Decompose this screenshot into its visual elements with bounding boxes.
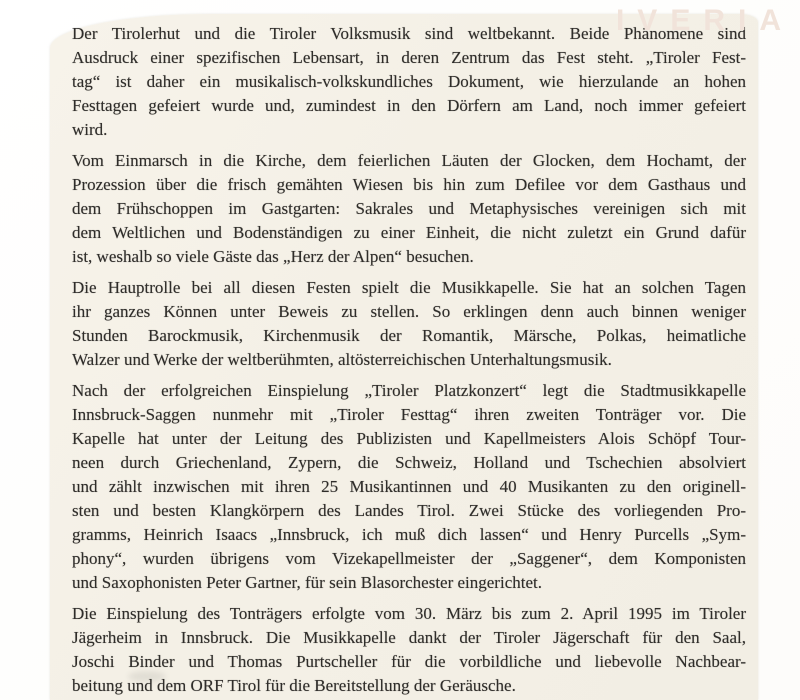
watermark-text: IVERIA <box>615 4 794 37</box>
text-line: Jägerheim in Innsbruck. Die Musikkapelle dankt der Tiroler Jägerschaft für den Saal, <box>72 628 746 647</box>
text-line: gramms, Heinrich Isaacs „Innsbruck, ich muß dich lassen“ und Henry Purcells „Sym- <box>72 525 746 544</box>
text-line: ist, weshalb so viele Gäste das „Herz der Alpen“ besuchen. <box>72 247 474 266</box>
text-line: Prozession über die frisch gemähten Wiesen bis hin zum Defilee vor dem Gasthaus und <box>72 175 746 194</box>
text-line: tag“ ist daher ein musikalisch-volkskundliches Dokument, wie hierzulande an hohen <box>72 72 746 91</box>
text-line: beitung und dem ORF Tirol für die Bereitstellung der Geräusche. <box>72 676 516 695</box>
text-line: neen durch Griechenland, Zypern, die Schweiz, Holland und Tschechien absolviert <box>72 453 746 472</box>
document-body <box>72 22 746 700</box>
paragraph <box>72 22 746 142</box>
text-line: sten und besten Klangkörpern des Landes Tirol. Zwei Stücke des vorliegenden Pro- <box>72 501 746 520</box>
text-line: Nach der erfolgreichen Einspielung „Tiroler Platzkonzert“ legt die Stadtmusikkapelle <box>72 381 746 400</box>
text-line: Die Einspielung des Tonträgers erfolgte vom 30. März bis zum 2. April 1995 im Tiroler <box>72 604 746 623</box>
text-line: phony“, wurden übrigens vom Vizekapellmeister der „Saggener“, dem Komponisten <box>72 549 746 568</box>
paragraph <box>72 149 746 269</box>
text-line: Kapelle hat unter der Leitung des Publizisten und Kapellmeisters Alois Schöpf Tour- <box>72 429 746 448</box>
text-line: Ausdruck einer spezifischen Lebensart, in deren Zentrum das Fest steht. „Tiroler Fest- <box>72 48 746 67</box>
text-line: dem Frühschoppen im Gastgarten: Sakrales und Metaphysisches vereinigen sich mit <box>72 199 746 218</box>
text-line: Die Hauptrolle bei all diesen Festen spielt die Musikkapelle. Sie hat an solchen Tagen <box>72 278 746 297</box>
text-line: Der Tirolerhut und die Tiroler Volksmusik sind weltbekannt. Beide Phänomene sind <box>72 24 746 43</box>
text-line: und Saxophonisten Peter Gartner, für sein Blasorchester eingerichtet. <box>72 573 542 592</box>
text-line: Stunden Barockmusik, Kirchenmusik der Romantik, Märsche, Polkas, heimatliche <box>72 326 746 345</box>
text-line: Walzer und Werke der weltberühmten, altösterreichischen Unterhaltungsmusik. <box>72 350 612 369</box>
text-line: Festtagen gefeiert wurde und, zumindest in den Dörfern am Land, noch immer gefeiert <box>72 96 746 115</box>
text-line: Innsbruck-Saggen nunmehr mit „Tiroler Festtag“ ihren zweiten Tonträger vor. Die <box>72 405 746 424</box>
text-line: wird. <box>72 120 108 139</box>
text-line: und zählt inzwischen mit ihren 25 Musikantinnen und 40 Musikanten zu den originell- <box>72 477 746 496</box>
text-line: Joschi Binder und Thomas Purtscheller für die vorbildliche und liebevolle Nachbear- <box>72 652 746 671</box>
paragraph <box>72 602 746 698</box>
text-line: dem Weltlichen und Bodenständigen zu einer Einheit, die nicht zuletzt ein Grund dafür <box>72 223 746 242</box>
paragraph <box>72 276 746 372</box>
text-line: ihr ganzes Können unter Beweis zu stellen. So erklingen denn auch binnen weniger <box>72 302 746 321</box>
text-line: Vom Einmarsch in die Kirche, dem feierlichen Läuten der Glocken, dem Hochamt, der <box>72 151 746 170</box>
paragraph <box>72 379 746 595</box>
